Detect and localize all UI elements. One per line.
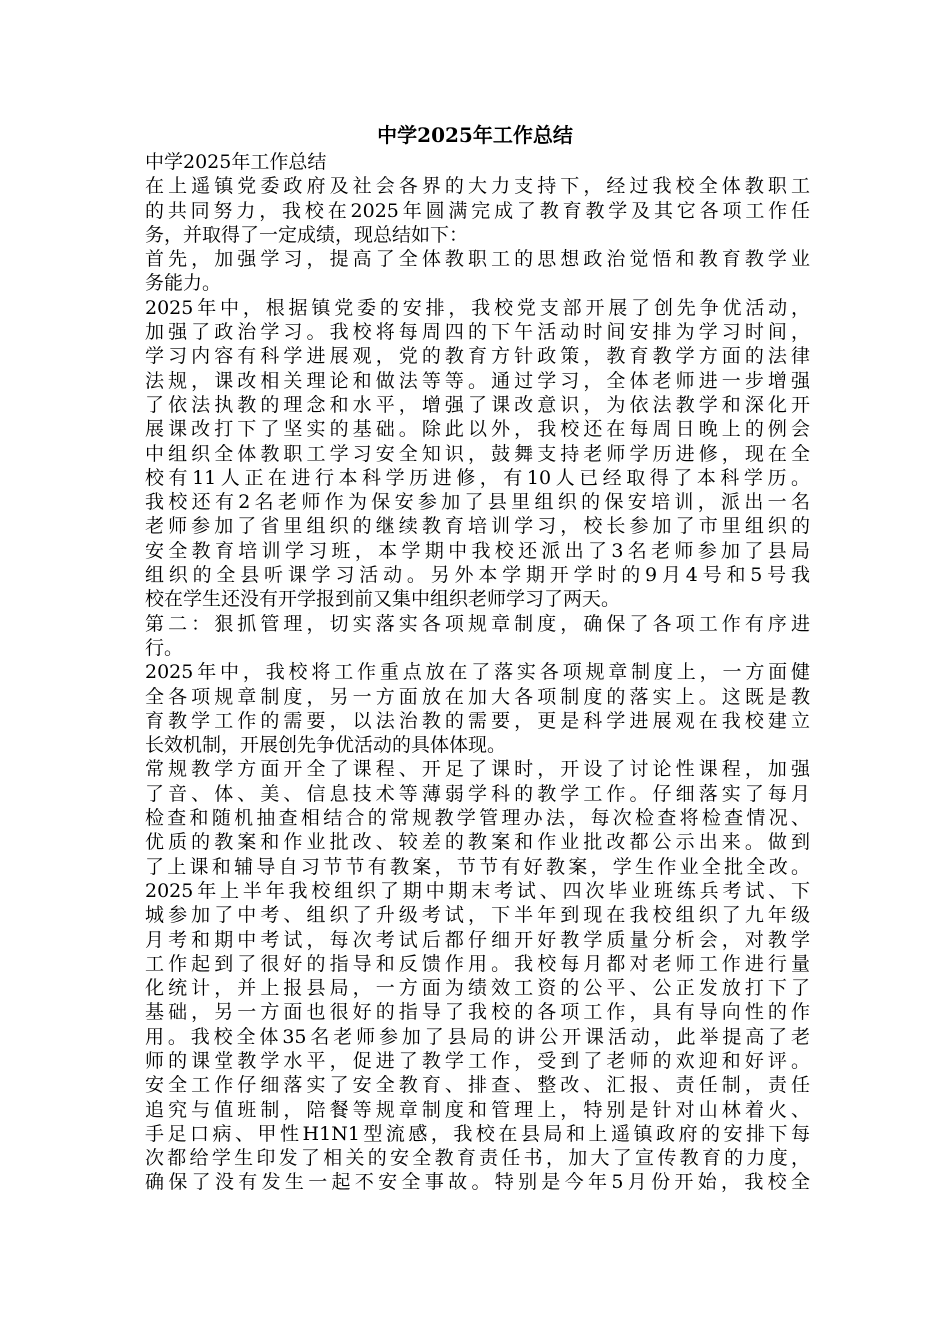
text-line: 展课改打下了坚实的基础。除此以外，我校还在每周日晚上的例会 (145, 418, 810, 441)
text-line: 城参加了中考、组织了升级考试，下半年到现在我校组织了九年级 (145, 904, 810, 927)
text-line: 校有11人正在进行本科学历进修，有10人已经取得了本科学历。 (145, 466, 810, 489)
text-line: 了依法执教的理念和水平，增强了课改意识，为依法教学和深化开 (145, 393, 810, 416)
text-line: 的共同努力，我校在2025年圆满完成了教育教学及其它各项工作任 (145, 199, 810, 222)
text-line: 育教学工作的需要，以法治教的需要，更是科学进展观在我校建立 (145, 709, 810, 732)
text-line: 加强了政治学习。我校将每周四的下午活动时间安排为学习时间， (145, 321, 810, 344)
text-line: 组织的全县听课学习活动。另外本学期开学时的9月4号和5号我 (145, 564, 810, 587)
text-line: 追究与值班制，陪餐等规章制度和管理上，特别是针对山林着火、 (145, 1098, 810, 1121)
text-line: 首先，加强学习，提高了全体教职工的思想政治觉悟和教育教学业 (145, 248, 810, 271)
text-line: 在上遥镇党委政府及社会各界的大力支持下，经过我校全体教职工 (145, 175, 810, 198)
text-line: 法规，课改相关理论和做法等等。通过学习，全体老师进一步增强 (145, 369, 810, 392)
text-line: 确保了没有发生一起不安全事故。特别是今年5月份开始，我校全 (145, 1171, 810, 1194)
document-title: 中学2025年工作总结 (377, 123, 573, 147)
text-line: 2025年中，我校将工作重点放在了落实各项规章制度上，一方面健 (145, 661, 810, 684)
text-line: 了上课和辅导自习节节有教案，节节有好教案，学生作业全批全改。 (145, 855, 810, 878)
text-line: 次都给学生印发了相关的安全教育责任书，加大了宣传教育的力度， (145, 1147, 810, 1170)
text-line: 行。 (145, 636, 184, 659)
text-line: 中组织全体教职工学习安全知识，鼓舞支持老师学历进修，现在全 (145, 442, 810, 465)
text-line: 化统计，并上报县局，一方面为绩效工资的公平、公正发放打下了 (145, 977, 810, 1000)
text-line: 了音、体、美、信息技术等薄弱学科的教学工作。仔细落实了每月 (145, 782, 810, 805)
text-line: 月考和期中考试，每次考试后都仔细开好教学质量分析会，对教学 (145, 928, 810, 951)
text-line: 检查和随机抽查相结合的常规教学管理办法，每次检查将检查情况、 (145, 807, 810, 830)
text-line: 优质的教案和作业批改、较差的教案和作业批改都公示出来。做到 (145, 831, 810, 854)
text-line: 学习内容有科学进展观，党的教育方针政策，教育教学方面的法律 (145, 345, 810, 368)
text-line: 第二：狠抓管理，切实落实各项规章制度，确保了各项工作有序进 (145, 612, 810, 635)
text-line: 工作起到了很好的指导和反馈作用。我校每月都对老师工作进行量 (145, 952, 810, 975)
text-line: 2025年中，根据镇党委的安排，我校党支部开展了创先争优活动， (145, 296, 810, 319)
text-line: 全各项规章制度，另一方面放在加大各项制度的落实上。这既是教 (145, 685, 810, 708)
document-body (145, 150, 810, 1195)
text-line: 长效机制，开展创先争优活动的具体体现。 (145, 734, 507, 757)
text-line: 我校还有2名老师作为保安参加了县里组织的保安培训，派出一名 (145, 491, 810, 514)
text-line: 中学2025年工作总结 (145, 151, 327, 173)
text-line: 安全工作仔细落实了安全教育、排查、整改、汇报、责任制，责任 (145, 1074, 810, 1097)
text-line: 师的课堂教学水平，促进了教学工作，受到了老师的欢迎和好评。 (145, 1049, 810, 1072)
text-line: 务，并取得了一定成绩，现总结如下： (145, 223, 469, 246)
text-line: 用。我校全体35名老师参加了县局的讲公开课活动，此举提高了老 (145, 1025, 810, 1048)
text-line: 基础，另一方面也很好的指导了我校的各项工作，具有导向性的作 (145, 1001, 810, 1024)
text-line: 校在学生还没有开学报到前又集中组织老师学习了两天。 (145, 588, 621, 611)
text-line: 常规教学方面开全了课程、开足了课时，开设了讨论性课程，加强 (145, 758, 810, 781)
text-line: 2025年上半年我校组织了期中期末考试、四次毕业班练兵考试、下 (145, 879, 810, 902)
text-line: 务能力。 (145, 272, 222, 295)
text-line: 手足口病、甲性H1N1型流感，我校在县局和上遥镇政府的安排下每 (145, 1122, 810, 1145)
text-line: 安全教育培训学习班，本学期中我校还派出了3名老师参加了县局 (145, 539, 810, 562)
text-line: 老师参加了省里组织的继续教育培训学习，校长参加了市里组织的 (145, 515, 810, 538)
